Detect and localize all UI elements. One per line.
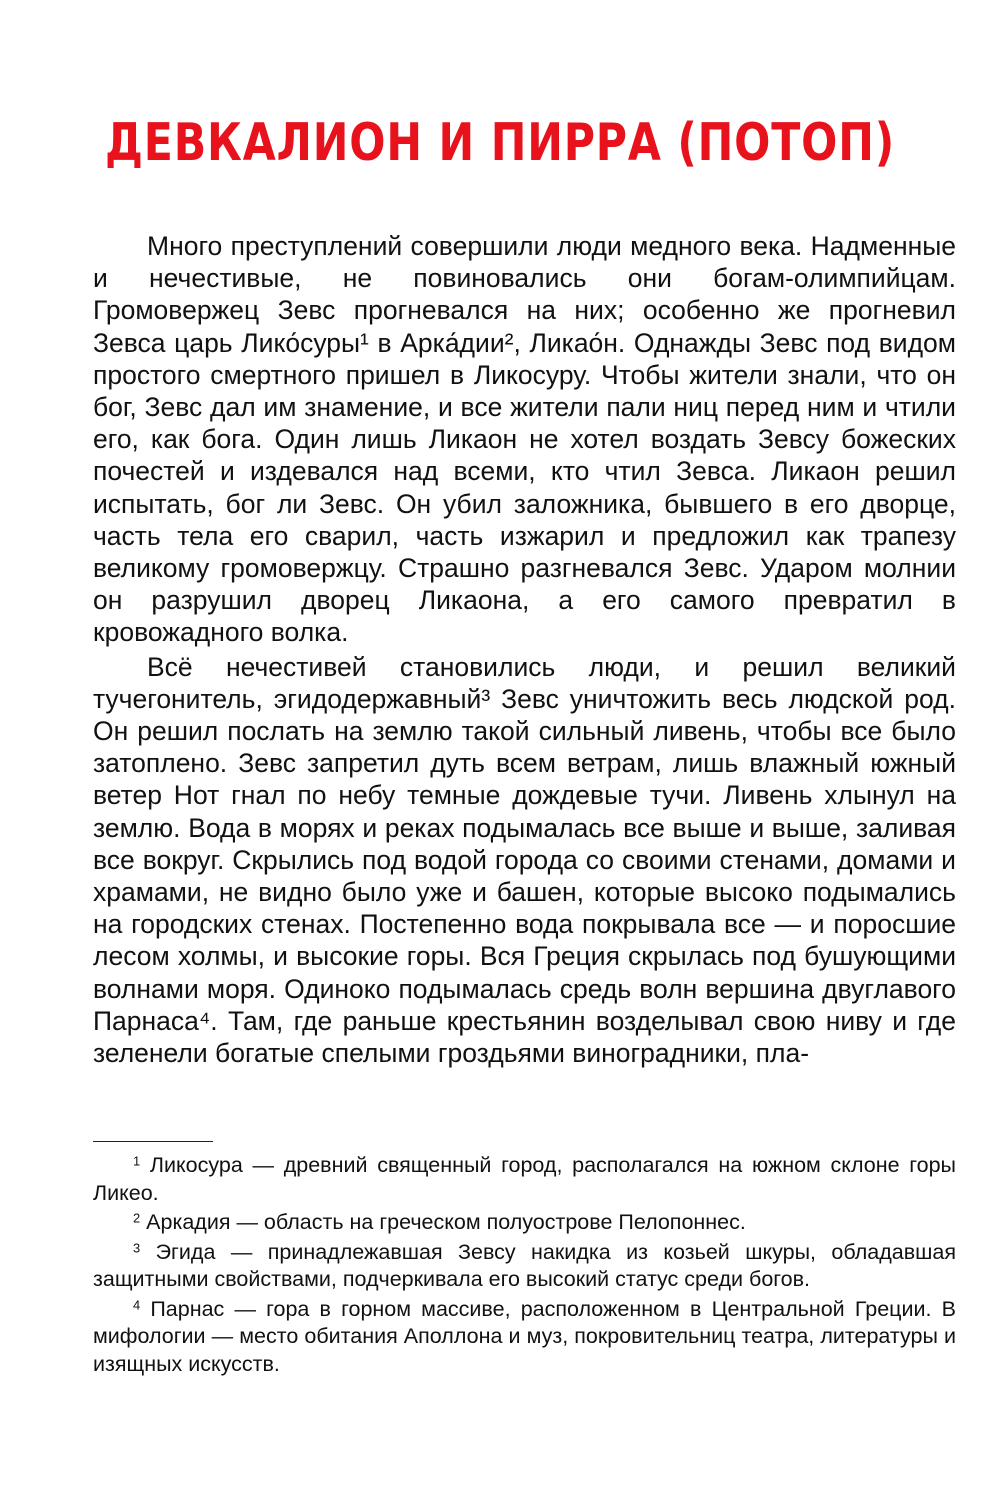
footnote [93,1296,956,1379]
footnote [93,1209,956,1237]
footnote-mark: 3 [133,1240,141,1256]
paragraph-1: Много преступлений совершили люди медного века. Надменные и нечестивые, не повиновались они богам-олимпийцам. Громовержец Зевс прогневался на них; особенно же прогневил Зевса царь Лико́суры¹ в Арка́дии², Ликао́н. Однажды Зевс под видом простого смертного пришел в Ликосуру. Чтобы жители знали, что он бог, Зевс дал им знамение, и все жители пали ниц перед ним и чтили его, как бога. Один лишь Ликаон не хотел воздать Зевсу божеских почестей и издевался над всеми, кто чтил Зевса. Ликаон решил испытать, бог ли Зевс. Он убил заложника, бывшего в его дворце, часть тела его сварил, часть изжарил и предложил как трапезу великому громовержцу. Страшно разгневался Зевс. Ударом молнии он разрушил дворец Ликаона, а его самого превратил в кровожадного волка. [93,231,956,648]
footnote-text: Парнас — гора в горном массиве, расположенном в Центральной Греции. В мифологии — место обитания Аполлона и муз, покровительниц театра, литературы и изящных искусств. [93,1296,956,1376]
footnote-text: Аркадия — область на греческом полуострове Пелопоннес. [146,1210,746,1234]
footnote [93,1152,956,1207]
footnotes [93,1152,956,1378]
page-title: ДЕВКАЛИОН И ПИРРА (ПОТОП) [104,113,896,173]
footnote-mark: 2 [133,1210,141,1226]
footnote [93,1239,956,1294]
footnote-divider [93,1141,213,1142]
body-text [93,230,956,1069]
footnote-mark: 4 [133,1297,141,1313]
footnote-mark: 1 [133,1153,141,1169]
footnote-text: Эгида — принадлежавшая Зевсу накидка из козьей шкуры, обладавшая защитными свойствами, подчеркивала его высокий статус среди богов. [93,1239,956,1291]
paragraph-2: Всё нечестивей становились люди, и решил великий тучегонитель, эгидодержавный³ Зевс уничтожить весь людской род. Он решил послать на землю такой сильный ливень, чтобы все было затоплено. Зевс запретил дуть всем ветрам, лишь влажный южный ветер Нот гнал по небу темные дождевые тучи. Ливень хлынул на землю. Вода в морях и реках подымалась все выше и выше, заливая все вокруг. Скрылись под водой города со своими стенами, домами и храмами, не видно было уже и башен, которые высоко подымались на городских стенах. Постепенно вода покрывала все — и поросшие лесом холмы, и высокие горы. Вся Греция скрылась под бушующими волнами моря. Одиноко подымалась средь волн вершина двуглавого Парнаса⁴. Там, где раньше крестьянин возделывал свою ниву и где зеленели богатые спелыми гроздьями виноградники, пла- [93,651,956,1069]
footnote-text: Ликосура — древний священный город, располагался на южном склоне горы Ликео. [93,1153,956,1205]
